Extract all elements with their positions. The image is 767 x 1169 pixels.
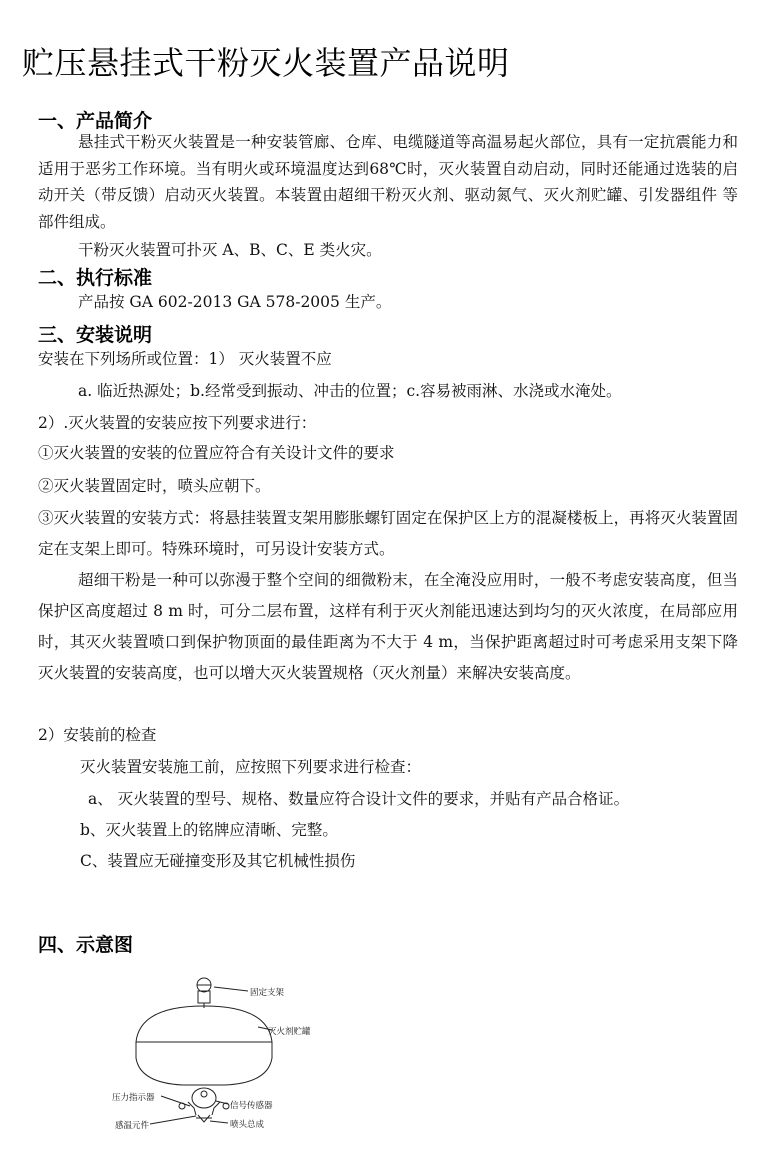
- install-req-1: ①灭火装置的安装的位置应符合有关设计文件的要求: [38, 444, 395, 462]
- install-requirements-line: 2）.灭火装置的安装应按下列要求进行：: [38, 414, 317, 432]
- label-nozzle: 喷头总成: [230, 1120, 265, 1130]
- label-bracket: 固定支架: [250, 988, 285, 998]
- device-diagram: [0, 960, 767, 1169]
- bracket-part: [197, 978, 211, 1008]
- label-sensor: 信号传感器: [230, 1101, 273, 1111]
- install-req-3: ③灭火装置的安装方式：将悬挂装置支架用膨胀螺钉固定在保护区上方的混凝楼板上，再将灭火装置固定在支架上即可。特殊环境时，可另设计安装方式。: [38, 509, 738, 558]
- label-thermal: 感温元件: [115, 1121, 150, 1131]
- label-gauge: 压力指示器: [112, 1093, 155, 1103]
- install-height-paragraph: 超细干粉是一种可以弥漫于整个空间的细微粉末，在全淹没应用时，一般不考虑安装高度，但当保护区高度超过 8 m 时，可分二层布置，这样有利于灭火剂能迅速达到均匀的灭火浓度，在局部应用时，其灭火装置喷口到保护物顶面的最佳距离为不大于 4 m，当保护距离超过时可考虑采用支架下降灭火装置的安装高度，也可以增大灭火装置规格（灭火剂量）来解决安装高度。: [38, 571, 738, 682]
- check-item-c: C、装置应无碰撞变形及其它机械性损伤: [80, 852, 356, 870]
- tank-part: [136, 1006, 272, 1085]
- check-item-b: b、灭火装置上的铭牌应清晰、完整。: [80, 821, 338, 839]
- section-heading-intro: 一、产品简介: [38, 110, 153, 132]
- label-tank: 灭火剂贮罐: [268, 1027, 311, 1037]
- install-req-2: ②灭火装置固定时，喷头应朝下。: [38, 477, 271, 495]
- check-item-a: a、 灭火装置的型号、规格、数量应符合设计文件的要求，并贴有产品合格证。: [88, 790, 630, 808]
- pre-install-check-intro: 灭火装置安装施工前，应按照下列要求进行检查：: [80, 758, 422, 776]
- pre-install-check-heading: 2）安装前的检查: [38, 726, 157, 744]
- section-heading-diagram: 四、示意图: [38, 934, 134, 956]
- install-avoid-line: a. 临近热源处；b.经常受到振动、冲击的位置；c.容易被雨淋、水浇或水淹处。: [78, 382, 622, 400]
- fire-class-line: 干粉灭火装置可扑灭 A、B、C、E 类火灾。: [78, 241, 382, 259]
- intro-paragraph: 悬挂式干粉灭火装置是一种安装管廊、仓库、电缆隧道等高温易起火部位，具有一定抗震能力和适用于恶劣工作环境。当有明火或环境温度达到68℃时，灭火装置自动启动，同时还能通过选装的启动开关（带反馈）启动灭火装置。本装置由超细干粉灭火剂、驱动氮气、灭火剂贮罐、引发器组件 等部件组成。: [38, 133, 738, 231]
- standards-line: 产品按 GA 602-2013 GA 578-2005 生产。: [78, 293, 392, 311]
- section-heading-installation: 三、安装说明: [38, 324, 153, 346]
- install-location-line: 安装在下列场所或位置：1） 灭火装置不应: [38, 350, 332, 368]
- section-heading-standards: 二、执行标准: [38, 267, 153, 289]
- page-title: 贮压悬挂式干粉灭火装置产品说明: [22, 44, 510, 82]
